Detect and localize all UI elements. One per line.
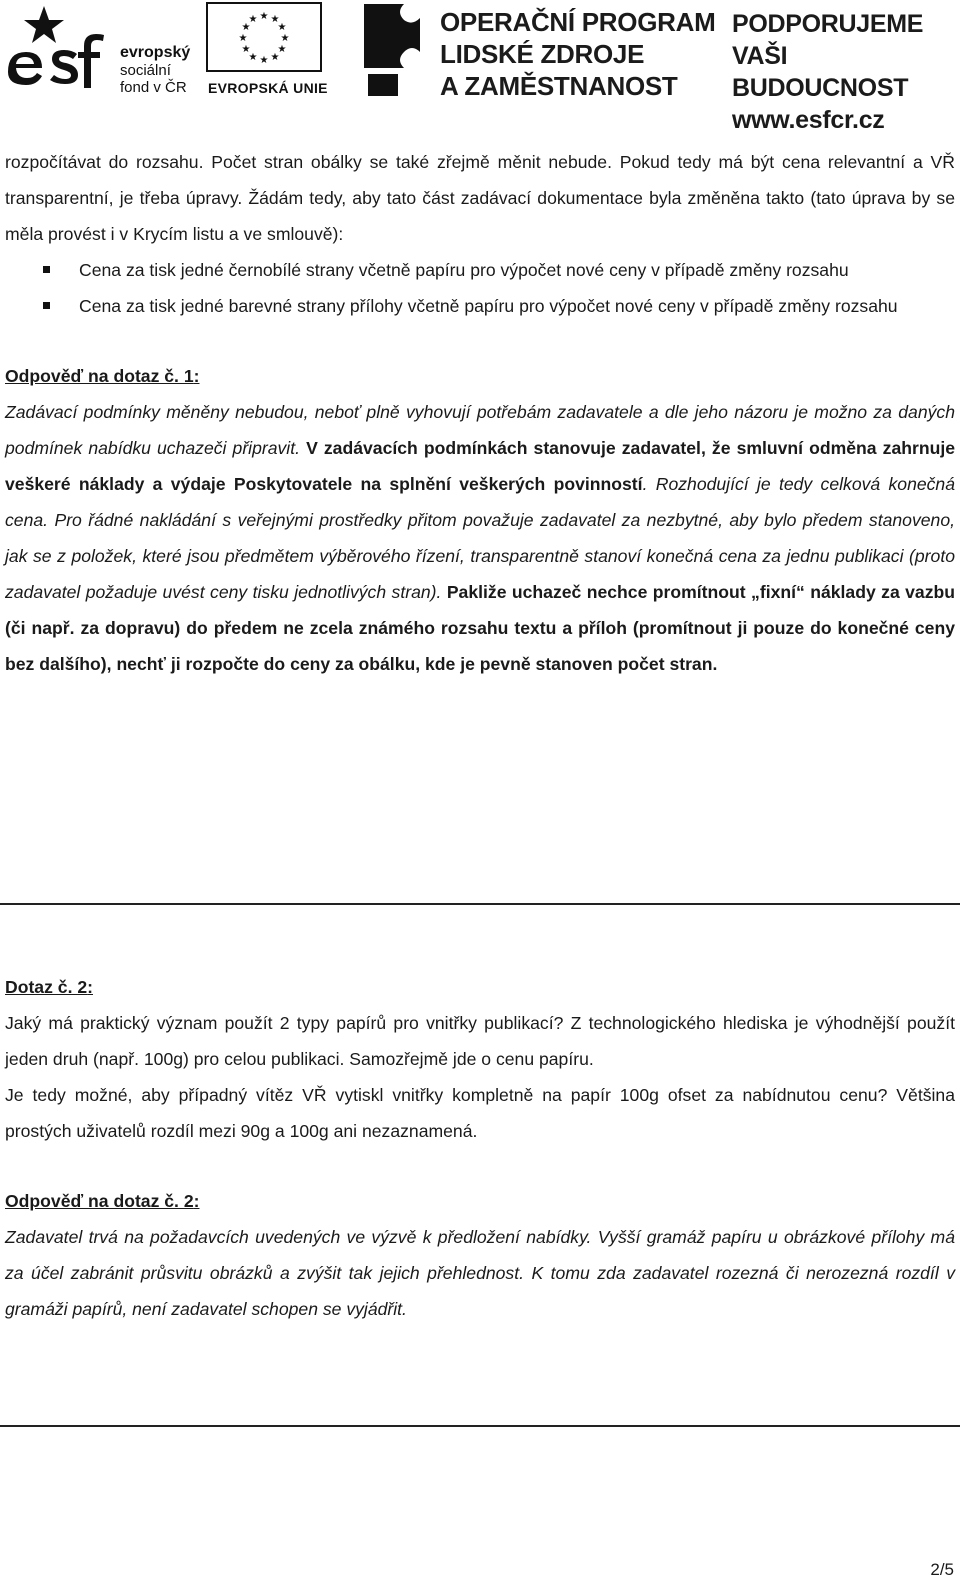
answer1-heading-text: Odpověď na dotaz č. 1 [5,366,194,386]
bullet-square-icon [43,266,50,273]
svg-text:★: ★ [270,52,280,63]
section-divider [0,903,960,905]
answer1-sentence-5: Pakliže uchazeč nechce promítnout „fixní“ náklady za vazbu (či např. za dopravu) do předem ne zcela známého rozsahu textu a příloh (promítnout ji pouze do konečné ceny bez dalšího), nechť ji rozpočte do ceny za obálku, kde je pevně stanoven počet stran. [5,582,955,674]
slogan-url: www.esfcr.cz [732,106,885,134]
list-item-text: Cena za tisk jedné černobílé strany včetně papíru pro výpočet nové ceny v případě změny rozsahu [79,260,849,280]
answer2-heading [5,1183,955,1219]
slogan-line2: VAŠI BUDOUCNOST [732,42,909,102]
svg-text:★: ★ [270,14,280,25]
question2-heading-colon: : [87,977,93,997]
question2-section [5,969,955,1327]
page-header [0,0,960,134]
svg-text:★: ★ [241,22,251,33]
answer1-heading [5,358,955,394]
question2-heading [5,969,955,1005]
document-body [5,144,955,682]
eu-flag-icon [206,2,322,72]
esf-logo-icon [4,2,114,98]
answer1-sentence-3: . Rozhodující je tedy celková konečná cena. [5,474,956,530]
op-line1: OPERAČNÍ PROGRAM [440,7,716,37]
answer1-sentence-1: Zadávací podmínky měněny nebudou, neboť plně vyhovují potřebám zadavatele a dle jeho názoru je možno za daných podmínek nabídku uchazeči připravit. [5,402,955,458]
op-line3: A ZAMĚSTNANOST [440,71,678,101]
question2-paragraph-2: Je tedy možné, aby případný vítěz VŘ vytiskl vnitřky kompletně na papír 100g ofset za nabídnutou cenu? Většina prostých uživatelů rozdíl mezi 90g a 100g ani nezaznamená. [5,1085,955,1141]
svg-text:★: ★ [259,11,269,22]
svg-text:★: ★ [248,14,258,25]
answer2-heading-colon: : [193,1191,200,1211]
op-line2: LIDSKÉ ZDROJE [440,39,645,69]
svg-text:★: ★ [277,44,287,55]
requested-items-list [5,252,955,324]
op-program-title [440,6,715,102]
bullet-square-icon [43,302,50,309]
answer1-sentence-2: V zadávacích podmínkách stanovuje zadavatel, že smluvní odměna zahrnuje veškeré náklady a výdaje Poskytovatele na splnění veškerých povinností [5,438,955,494]
question2-paragraph-1: Jaký má praktický význam použít 2 typy papírů pro vnitřky publikací? Z technologického hlediska je výhodnější použít jeden druh (např. 100g) pro celou publikaci. Samozřejmě jde o cenu papíru. [5,1013,955,1069]
question2-heading-text: Dotaz č. 2 [5,977,88,997]
answer1-paragraph [5,394,955,682]
eu-label: EVROPSKÁ UNIE [208,80,328,96]
slogan [732,8,960,136]
intro-paragraph: rozpočítávat do rozsahu. Počet stran obálky se také zřejmě měnit nebude. Pokud tedy má být cena relevantní a VŘ transparentní, je třeba úpravy. Žádám tedy, aby tato část zadávací dokumentace byla změněna takto (tato úprava by se měla provést i v Krycím listu a ve smlouvě): [5,152,955,244]
svg-text:★: ★ [277,22,287,33]
esf-line3: fond v ČR [120,79,187,96]
slogan-line1: PODPORUJEME [732,10,924,38]
answer1-sentence-4: Pro řádné nakládání s veřejnými prostředky přitom považuje zadavatel za nezbytné, aby bylo předem stanoveno, jak se z položek, které jsou předmětem výběrového řízení, transparentně stanoví konečná cena za jednu publikaci (proto zadavatel požaduje uvést ceny tisku jednotlivých stran). [5,510,955,602]
esf-line1: evropský [120,44,191,61]
list-item [5,252,955,288]
list-item-text: Cena za tisk jedné barevné strany přílohy včetně papíru pro výpočet nové ceny v případě změny rozsahu [79,296,898,316]
section-divider [0,1425,960,1427]
answer1-heading-colon: : [193,366,200,386]
svg-text:★: ★ [238,33,248,44]
esf-line2: sociální [120,62,171,79]
answer2-heading-text: Odpověď na dotaz č. 2 [5,1191,194,1211]
svg-text:★: ★ [248,52,258,63]
svg-text:★: ★ [259,55,269,66]
esf-text [120,44,200,96]
list-item [5,288,955,324]
svg-text:★: ★ [280,33,290,44]
svg-text:★: ★ [241,44,251,55]
page-number: 2/5 [930,1560,954,1579]
answer2-paragraph: Zadavatel trvá na požadavcích uvedených ve výzvě k předložení nabídky. Vyšší gramáž papíru u obrázkové přílohy má za účel zabránit průsvitu obrázků a zvýšit tak jejich přehlednost. K tomu zda zadavatel rozezná či nerozezná rozdíl v gramáži papírů, není zadavatel schopen se vyjádřit. [5,1227,955,1319]
op-puzzle-icon [362,2,430,98]
